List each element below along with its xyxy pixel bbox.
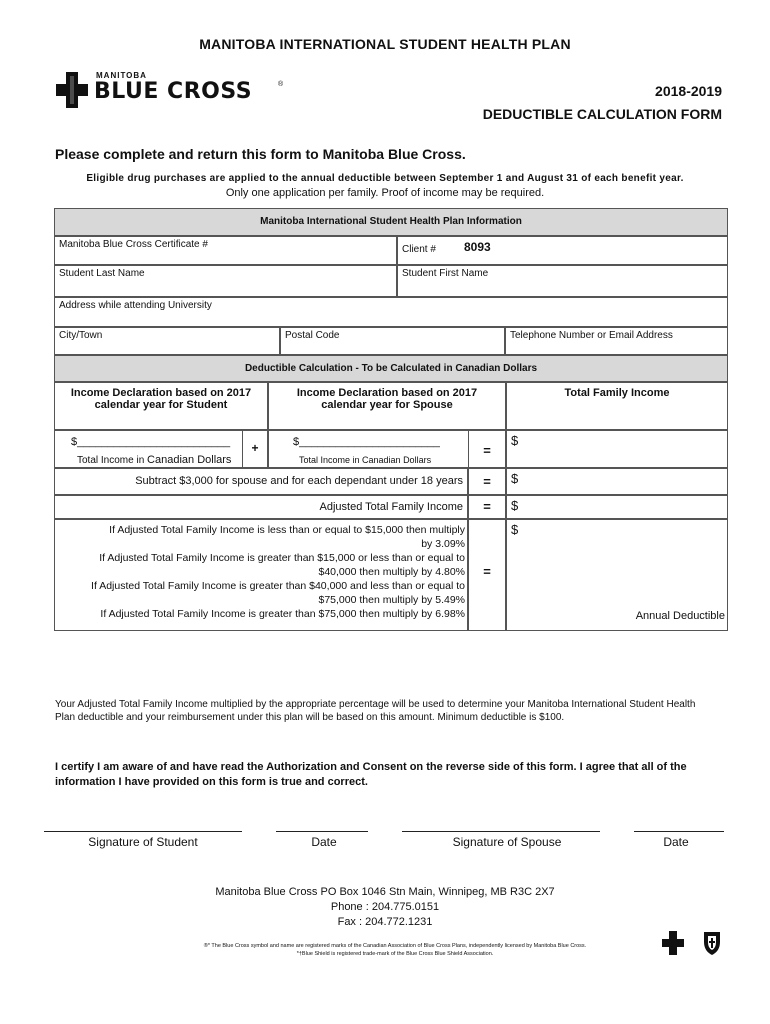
certification-statement: I certify I am aware of and have read the Authorization and Consent on the reverse side of this form. I agree that all of the information I have provided on this form is true and correct. [55,761,687,788]
rule-line: by 3.09% [421,538,465,550]
annual-deductible-field[interactable] [506,519,728,631]
plus-sign: + [242,430,268,468]
logo-big-text: BLUE CROSS [94,79,253,104]
student-income-header: Income Declaration based on 2017 calendar year for Student [54,382,268,430]
spouse-income-header: Income Declaration based on 2017 calendar year for Spouse [268,382,506,430]
dollar-sign-4: $ [511,522,519,537]
adjusted-income-label: Adjusted Total Family Income [54,495,468,519]
student-income-field[interactable] [54,430,242,468]
certificate-field[interactable] [54,236,397,265]
logo-registered-mark: ® [278,81,284,88]
calculation-section [54,355,728,633]
spouse-signature-label: Signature of Spouse [452,835,562,849]
equals-sign-1: = [468,430,506,468]
city-label: City/Town [59,330,103,341]
city-field[interactable] [54,327,280,355]
legal-line-1: ®* The Blue Cross symbol and name are registered marks of the Canadian Association of Blue Cross Plans, independently licensed by Manitoba Blue Cross. [203,943,587,949]
calculation-section-title: Deductible Calculation - To be Calculated in Canadian Dollars [54,355,728,382]
postal-code-label: Postal Code [285,330,340,341]
postal-code-field[interactable] [280,327,505,355]
address-label: Address while attending University [59,300,212,311]
certificate-label: Manitoba Blue Cross Certificate # [59,239,208,250]
subtract-amount-field[interactable] [506,468,728,495]
client-value: 8093 [464,240,491,254]
student-caption-part-a: Total Income in [77,455,148,466]
total-income-header: Total Family Income [506,382,728,430]
plan-year: 2018-2019 [655,83,722,99]
footer-logos [662,930,726,956]
phone-email-label: Telephone Number or Email Address [510,330,673,341]
date-line-1[interactable] [276,831,368,832]
address-field[interactable] [54,297,728,327]
dollar-sign-2: $ [511,471,519,486]
total-family-income-field[interactable] [506,430,728,468]
equals-sign-2: = [468,468,506,495]
fax-number: Fax : 204.772.1231 [337,916,433,928]
legal-notice [150,942,640,958]
info-section [54,208,728,353]
rule-line: If Adjusted Total Family Income is greater than $15,000 or less than or equal to [99,552,465,564]
legal-line-2: *†Blue Shield is registered trade-mark of the Blue Cross Blue Shield Association. [296,951,494,957]
adjusted-income-field[interactable] [506,495,728,519]
last-name-field[interactable] [54,265,397,297]
logo-small-text: MANITOBA [96,71,147,80]
student-income-caption [77,454,231,466]
student-income-line: $_________________________ [71,436,231,448]
rule-line: $40,000 then multiply by 4.80% [318,566,465,578]
first-name-field[interactable] [397,265,728,297]
date-label-2: Date [663,835,689,849]
blue-cross-logo [56,70,288,110]
deductible-rules [54,519,468,631]
spouse-income-field[interactable] [268,430,468,468]
subtract-dependants-label: Subtract $3,000 for spouse and for each dependant under 18 years [54,468,468,495]
date-label-1: Date [311,835,337,849]
annual-deductible-label: Annual Deductible [635,610,725,622]
info-section-title: Manitoba International Student Health Plan Information [54,208,728,236]
deductible-explanation: Your Adjusted Total Family Income multiplied by the appropriate percentage will be used to determine your Manitoba International Student Health Plan deductible and your reimbursement under this plan will be based on this amount. Minimum deductible is $100. [55,699,696,723]
equals-sign-4: = [468,519,506,631]
phone-email-field[interactable] [505,327,728,355]
student-signature-line[interactable] [44,831,242,832]
student-caption-part-b: Canadian Dollars [147,454,232,466]
spouse-signature-line[interactable] [402,831,600,832]
student-signature-label: Signature of Student [88,835,198,849]
mailing-address: Manitoba Blue Cross PO Box 1046 Stn Main, Winnipeg, MB R3C 2X7 [215,886,555,898]
blue-cross-icon [662,931,684,955]
date-line-2[interactable] [634,831,724,832]
blue-shield-icon [704,932,720,955]
rule-line: If Adjusted Total Family Income is greater than $40,000 and less than or equal to [91,580,465,592]
application-note: Only one application per family. Proof of income may be required. [225,187,545,199]
first-name-label: Student First Name [402,268,489,279]
form-name: DEDUCTIBLE CALCULATION FORM [482,106,722,122]
equals-sign-3: = [468,495,506,519]
eligibility-note: Eligible drug purchases are applied to the annual deductible between September 1 and August 31 of each benefit year. [86,173,684,184]
last-name-label: Student Last Name [59,268,145,279]
client-field[interactable] [397,236,728,265]
dollar-sign-3: $ [511,498,519,513]
rule-line: $75,000 then multiply by 5.49% [318,594,465,606]
spouse-income-line: $_______________________ [293,436,440,448]
phone-number: Phone : 204.775.0151 [330,901,440,913]
client-label: Client # [402,244,436,255]
footer-contact [0,885,770,930]
dollar-sign-1: $ [511,433,519,448]
rule-line: If Adjusted Total Family Income is less than or equal to $15,000 then multiply [109,524,465,536]
return-instruction: Please complete and return this form to Manitoba Blue Cross. [55,146,466,162]
rule-line: If Adjusted Total Family Income is greater than $75,000 then multiply by 6.98% [100,608,465,620]
spouse-income-caption: Total Income in Canadian Dollars [299,455,432,465]
form-title: MANITOBA INTERNATIONAL STUDENT HEALTH PLAN [199,36,571,52]
